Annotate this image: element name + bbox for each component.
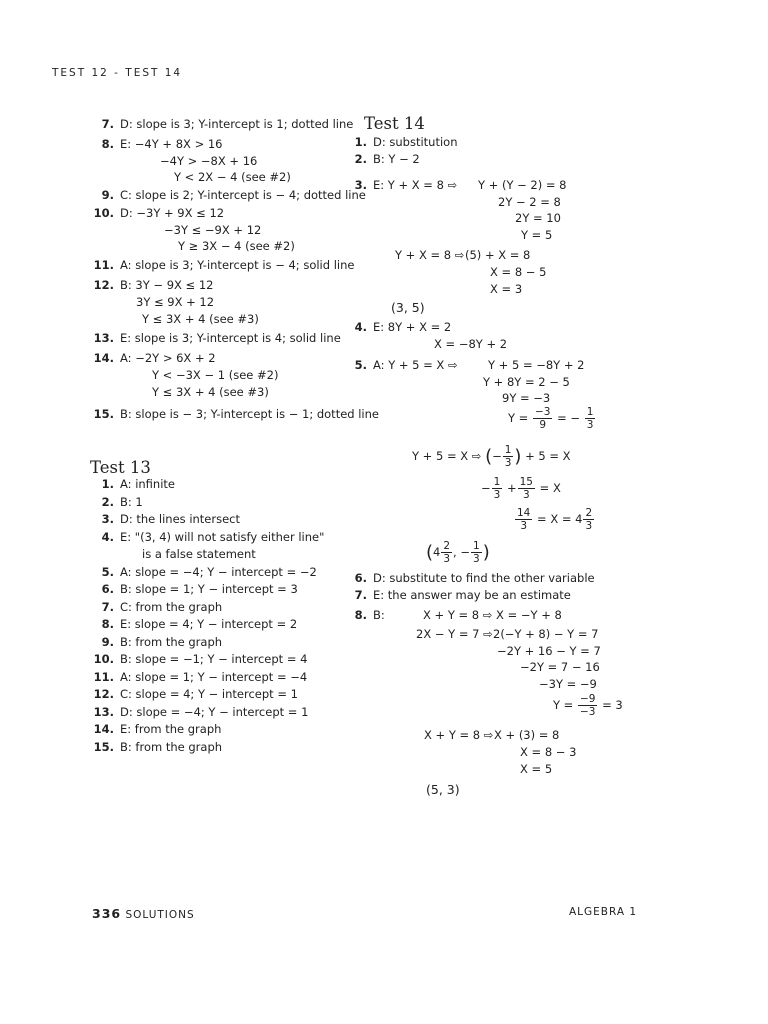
answer-line: B: 1 [120,494,143,509]
answer-line: A: slope = 1; Y − intercept = −4 [120,669,308,684]
numerator: 2 [585,507,593,519]
test13-title: Test 13 [90,458,151,477]
item-number: 1. [354,135,367,149]
test14-item-8 [341,608,385,622]
answer-line: X = 3 [490,282,523,296]
item-number: 4. [101,529,114,544]
answer-line: D: −3Y + 9X ≤ 12 [120,205,225,220]
answer-text: Y + 5 = X ⇨ [412,449,482,463]
paren: ( [485,446,493,467]
answer-line: X + Y = 8 ⇨ [424,728,494,742]
answer-line: D: substitution [373,135,458,149]
answer-point [426,540,490,565]
page-footer-left [92,906,195,921]
item-number: 2. [101,494,114,509]
answer-line: Y < −3X − 1 (see #2) [152,368,279,382]
answer-line: Y ≤ 3X + 4 (see #3) [142,312,259,326]
answer-line: 9Y = −3 [502,391,551,405]
item-number: 8. [101,617,114,631]
item-number: 14. [93,350,114,365]
answer-line: A: infinite [120,477,175,491]
answer-line: E: 8Y + X = 2 [373,320,452,334]
numerator: 1 [586,406,594,418]
answer-line: E: −4Y + 8X > 16 [120,136,223,151]
fraction-line [412,444,571,469]
answer-point: (3, 5) [391,300,425,315]
item-number: 9. [101,634,114,649]
denominator: 3 [585,520,593,532]
answer-line: E: slope = 4; Y − intercept = 2 [120,617,298,631]
item-number: 6. [354,571,367,585]
fraction [533,406,552,431]
answer-line: Y + X = 8 ⇨ [395,248,465,262]
fraction [492,476,503,501]
item-number: 10. [93,205,114,220]
answer-line: A: slope = −4; Y − intercept = −2 [120,564,317,579]
answer-text: = − [557,411,581,425]
answer-line: D: slope = −4; Y − intercept = 1 [120,704,309,719]
answer-line: C: slope is 2; Y-intercept is − 4; dotted line [120,188,366,202]
item-number: 3. [354,178,367,192]
answer-line: 3Y ≤ 9X + 12 [136,295,215,309]
item-number: 7. [354,588,367,602]
answer-line: X = 8 − 3 [520,745,577,759]
item-number: 14. [93,722,114,736]
answer-line: E: "(3, 4) will not satisfy either line" [120,529,325,544]
paren: ) [482,542,490,563]
test14-item-6 [341,571,595,585]
answer-line: X = 5 [520,762,553,776]
item-number: 7. [101,117,114,131]
fraction [503,444,514,469]
item-number: 13. [93,704,114,719]
fraction [585,406,596,431]
denominator: −3 [579,706,596,718]
item-number: 5. [354,358,367,372]
answer-line: B: 3Y − 9X ≤ 12 [120,277,214,292]
answer-line: 2X − Y = 7 ⇨ [416,627,493,641]
answer-line: E: slope is 3; Y-intercept is 4; solid line [120,331,341,345]
answer-line: −3Y ≤ −9X + 12 [164,223,262,237]
fraction [518,476,535,501]
answer-text: , − [453,545,470,559]
answer-line: X + (3) = 8 [494,728,560,742]
answer-line: B: slope = 1; Y − intercept = 3 [120,582,298,596]
fraction [578,693,597,718]
answer-line: X = 8 − 5 [490,265,547,279]
fraction-line [481,476,561,501]
item-number: 1. [101,477,114,491]
page-number: 336 [92,906,122,921]
numerator: 15 [519,476,533,488]
test14-item-3 [341,178,457,192]
section-label: SOLUTIONS [125,909,195,921]
fraction-line [553,693,623,718]
answer-line: E: from the graph [120,722,222,736]
denominator: 3 [504,457,512,469]
numerator: 1 [493,476,501,488]
numerator: 1 [473,540,480,552]
answer-line: Y ≥ 3X − 4 (see #2) [178,239,295,253]
denominator: 3 [493,489,501,501]
answer-line: A: slope is 3; Y-intercept is − 4; solid line [120,258,355,272]
paren: ( [426,542,434,563]
answer-line: (5) + X = 8 [465,248,531,262]
fraction [471,540,482,565]
answer-line: B: from the graph [120,739,223,754]
test14-item-2 [341,152,420,166]
fraction-line [514,507,595,532]
answer-line: C: from the graph [120,599,223,614]
item-number: 7. [101,599,114,614]
answer-line: C: slope = 4; Y − intercept = 1 [120,687,298,701]
fraction [583,507,594,532]
answer-line: Y + (Y − 2) = 8 [478,178,567,192]
answer-line: 2(−Y + 8) − Y = 7 [493,627,599,641]
denominator: 9 [539,419,547,431]
answer-line: B: slope is − 3; Y-intercept is − 1; dotted line [120,407,379,421]
item-number: 3. [101,512,114,526]
answer-line: E: Y + X = 8 ⇨ [373,178,458,192]
answer-line: 2Y = 10 [515,211,561,225]
numerator: −3 [534,406,551,418]
test13-list [88,476,324,756]
answer-text: 4 [433,545,441,559]
item-number: 9. [101,188,114,202]
denominator: 3 [586,419,594,431]
answer-line: −2Y = 7 − 16 [520,660,600,674]
denominator: 3 [522,489,530,501]
answer-point: (5, 3) [426,782,460,797]
test14-item-5 [341,358,458,372]
answer-line: B: Y − 2 [373,152,420,166]
test12-list [88,116,379,424]
answer-text: Y = [553,698,574,712]
item-number: 6. [101,582,114,596]
item-number: 15. [93,407,114,421]
answer-text: = X = 4 [537,512,583,526]
denominator: 3 [520,520,528,532]
answer-text: + 5 = X [525,449,571,463]
answer-line: B: from the graph [120,634,223,649]
item-number: 8. [101,136,114,151]
item-number: 11. [93,669,114,684]
answer-line: A: Y + 5 = X ⇨ [373,358,458,372]
answer-text: + [506,481,517,495]
answer-line: E: the answer may be an estimate [373,588,571,602]
item-number: 2. [354,152,367,166]
numerator: −9 [579,693,596,705]
answer-text: − [492,449,502,463]
item-number: 10. [93,652,114,666]
answer-line: −4Y > −8X + 16 [160,154,258,168]
paren: ) [514,446,522,467]
numerator: 14 [517,507,531,519]
book-title: ALGEBRA 1 [569,906,638,918]
answer-line: Y + 8Y = 2 − 5 [483,375,570,389]
item-number: 12. [93,687,114,701]
fraction [515,507,532,532]
answer-line: X + Y = 8 ⇨ X = −Y + 8 [423,608,562,622]
answer-line: 2Y − 2 = 8 [498,195,561,209]
fraction [441,540,452,565]
answer-text: = 3 [602,698,623,712]
answer-line: Y + 5 = −8Y + 2 [488,358,585,372]
test14-item-4 [341,320,451,334]
answer-line: X = −8Y + 2 [434,337,508,351]
page-header: TEST 12 - TEST 14 [52,67,183,79]
answer-line: D: substitute to find the other variable [373,571,595,585]
answer-line: is a false statement [142,547,256,561]
item-number: 5. [101,564,114,579]
answer-line: B: [373,608,385,622]
item-number: 13. [93,331,114,345]
answer-line: −3Y = −9 [539,677,597,691]
answer-text: Y = [508,411,529,425]
test14-item-7 [341,588,571,602]
answer-line: −2Y + 16 − Y = 7 [497,644,601,658]
answer-line: D: slope is 3; Y-intercept is 1; dotted line [120,117,354,131]
test14-title: Test 14 [364,114,425,133]
item-number: 11. [93,258,114,272]
answer-line: A: −2Y > 6X + 2 [120,350,216,365]
test14-item-1 [341,135,458,149]
item-number: 12. [93,277,114,292]
fraction-line [508,406,596,431]
answer-text: − [481,481,491,495]
answer-line: Y < 2X − 4 (see #2) [174,170,291,184]
answer-line: Y ≤ 3X + 4 (see #3) [152,385,269,399]
item-number: 15. [93,739,114,754]
answer-line: B: slope = −1; Y − intercept = 4 [120,652,308,666]
item-number: 8. [354,608,367,622]
numerator: 2 [443,540,451,552]
answer-text: = X [539,481,561,495]
numerator: 1 [504,444,512,456]
item-number: 4. [354,320,367,334]
denominator: 3 [443,553,451,565]
answer-line: Y = 5 [521,228,553,242]
denominator: 3 [473,553,480,565]
answer-line: D: the lines intersect [120,512,241,526]
